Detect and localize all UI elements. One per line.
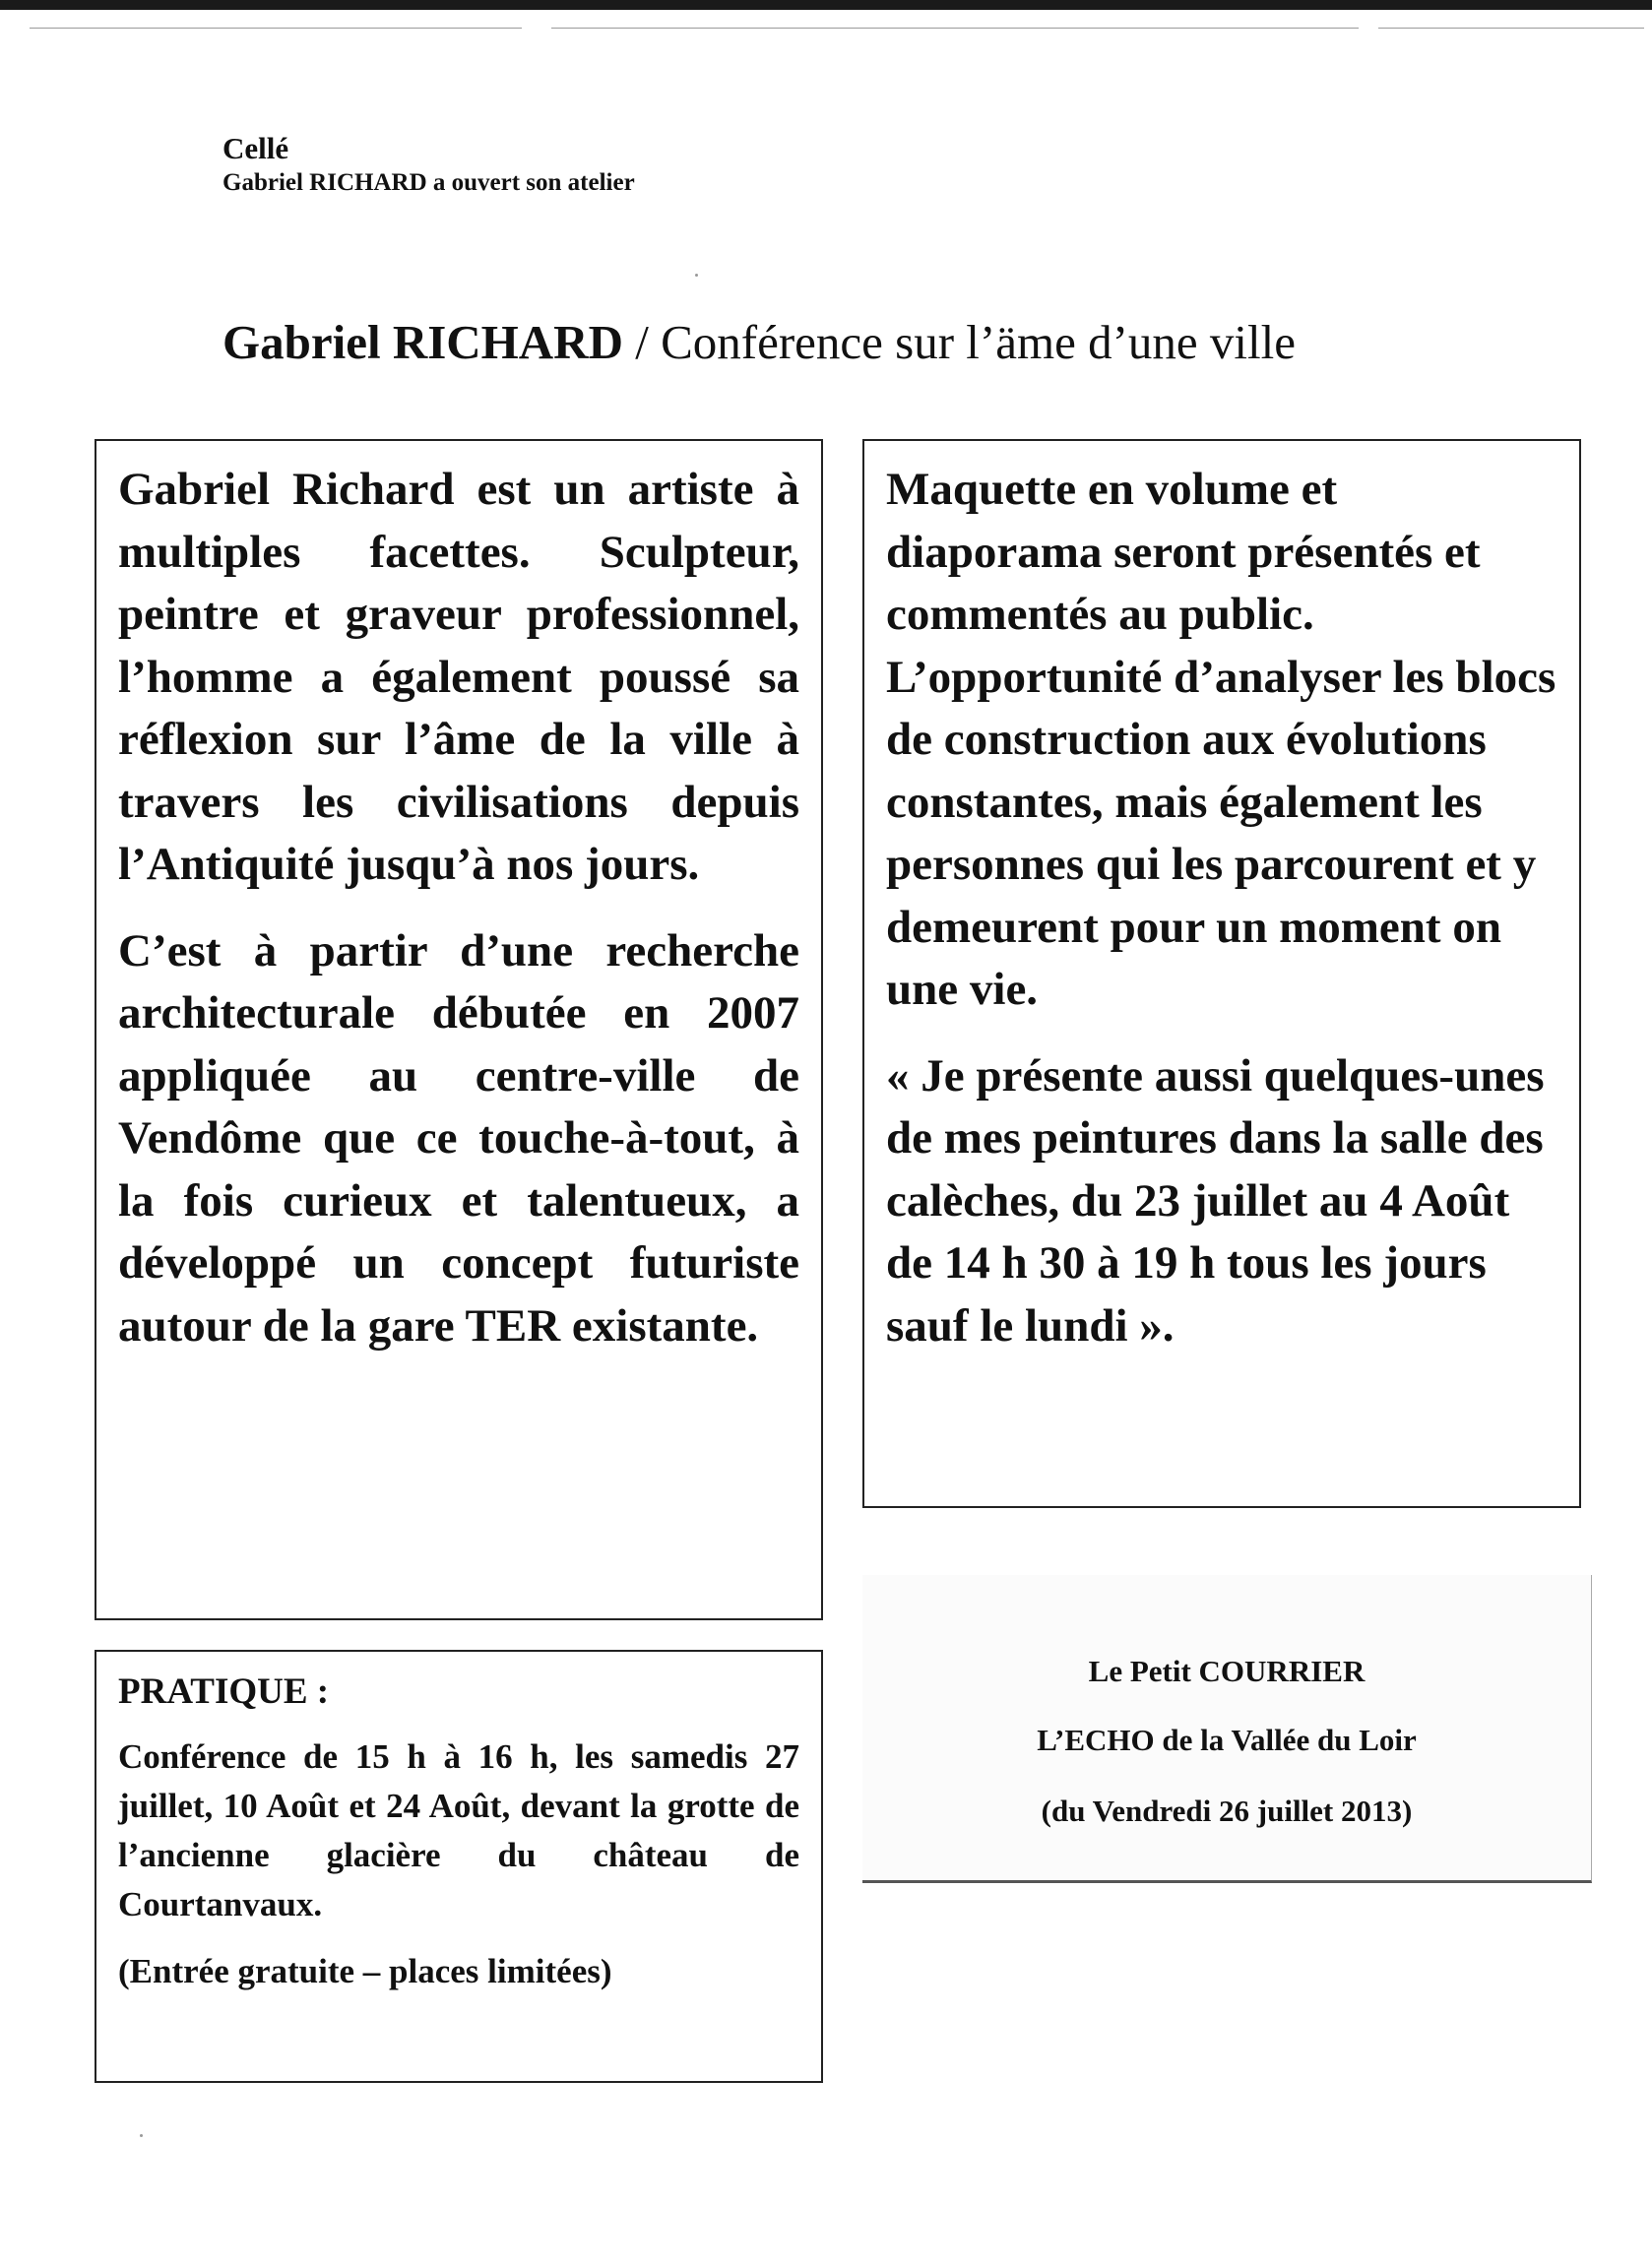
- place-name: Cellé: [222, 131, 289, 165]
- pratique-note: (Entrée gratuite – places limitées): [118, 1952, 612, 1990]
- source-date: (du Vendredi 26 juillet 2013): [1041, 1794, 1413, 1828]
- left-paragraph-2: C’est à partir d’une recherche architecturale débutée en 2007 appliquée au centre-ville de Vendôme que ce touche-à-tout, à la fois curieux et talentueux, a développé un concept futuriste autour de la gare TER existante.: [118, 924, 799, 1352]
- headline-name: Gabriel RICHARD: [222, 315, 623, 369]
- scan-speck: [695, 274, 698, 277]
- headline-topic: / Conférence sur l’äme d’une ville: [622, 315, 1296, 369]
- right-text-box: [862, 439, 1581, 1508]
- kicker-subtitle: Gabriel RICHARD a ouvert son atelier: [222, 169, 635, 196]
- left-paragraph-1: Gabriel Richard est un artiste à multiples facettes. Sculpteur, peintre et graveur professionnel, l’homme a également poussé sa réflexion sur l’âme de la ville à travers les civilisations depuis l’Antiquité jusqu’à nos jours.: [118, 464, 799, 890]
- scan-artifact-line: [551, 28, 1359, 29]
- source-newspaper-1: Le Petit COURRIER: [1088, 1654, 1366, 1688]
- right-paragraph-2: « Je présente aussi quelques-unes de mes peintures dans la salle des calèches, du 23 juillet au 4 Août de 14 h 30 à 19 h tous les jours sauf le lundi ».: [886, 1049, 1545, 1352]
- pratique-details: Conférence de 15 h à 16 h, les samedis 27 juillet, 10 Août et 24 Août, devant la grotte de l’ancienne glacière du château de Courtanvaux.: [118, 1737, 799, 1923]
- source-credit-box: [862, 1575, 1592, 1883]
- article-headline: [222, 313, 1296, 372]
- right-paragraph-1: Maquette en volume et diaporama seront présentés et commentés au public. L’opportunité d’analyser les blocs de construction aux évolutions constantes, mais également les personnes qui les parcourent et y demeurent pour un moment on une vie.: [886, 464, 1557, 1015]
- pratique-box: [95, 1650, 823, 2083]
- scan-artifact-line: [1378, 28, 1644, 29]
- scan-speck: [140, 2134, 143, 2137]
- scan-edge: [0, 0, 1652, 10]
- pratique-heading: PRATIQUE :: [118, 1671, 330, 1712]
- source-newspaper-2: L’ECHO de la Vallée du Loir: [1037, 1723, 1417, 1757]
- article-kicker: [222, 130, 635, 199]
- scan-artifact-line: [30, 28, 522, 29]
- left-text-box: [95, 439, 823, 1620]
